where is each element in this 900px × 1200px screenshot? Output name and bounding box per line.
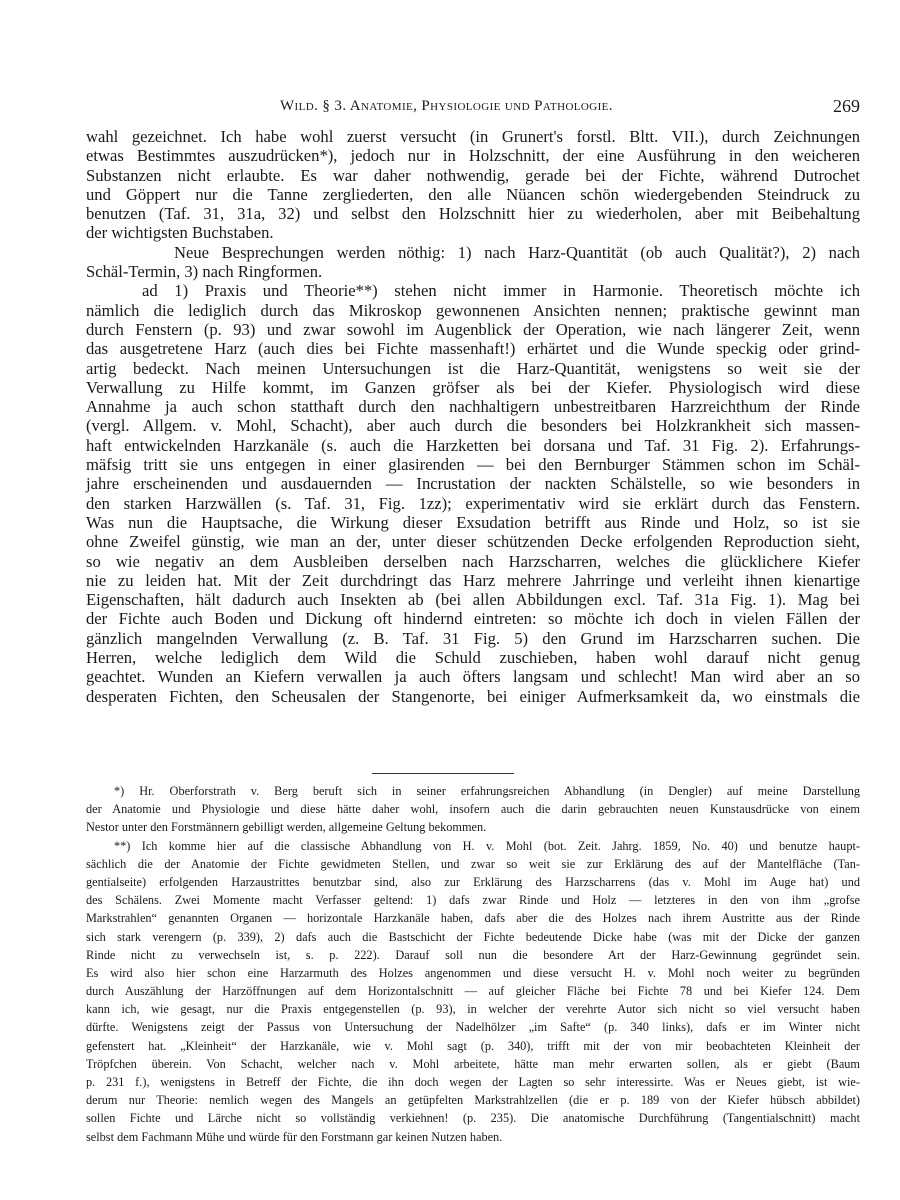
main-text: [86, 127, 860, 706]
text-line: etwas Bestimmtes auszudrücken*), jedoch nur in Holzschnitt, der eine Ausführung in den weicheren: [86, 146, 860, 166]
page-header: [84, 96, 860, 120]
footnote-line: Es wird also hier schon eine Harzarmuth des Holzes angenommen und diese versucht H. v. Mohl noch weiter zu begründen: [86, 965, 860, 980]
footnote-line: sich stark verengern (p. 339), 2) dafs auch die Bastschicht der Fichte bedeutende Dicke habe (was mit der Dicke der ganzen: [86, 929, 860, 944]
footnote-line: gefenstert hat. „Kleinheit“ der Harzkanäle, wie v. Mohl sagt (p. 340), trifft mit der von mir beobachteten Kleinheit der: [86, 1038, 860, 1053]
footnote-line: Nestor unter den Forstmännern gebilligt werden, allgemeine Geltung bekommen.: [86, 820, 487, 835]
footnote-line: der Anatomie und Physiologie und diese hätte daher wohl, insofern auch die darin gebrauchten neuen Kunstausdrücke von einem: [86, 802, 860, 817]
text-line: Substanzen nicht erlaubte. Es war daher nothwendig, gerade bei der Fichte, während Dutrochet: [86, 165, 860, 185]
running-head: Wild. § 3. Anatomie, Physiologie und Pathologie.: [280, 98, 613, 114]
text-line: und Göppert nur die Tanne zergliederten, den alle Nüancen schön wiedergebenden Steindruck zu: [86, 184, 860, 204]
text-line: der Fichte auch Boden und Dickung oft hindernd eintreten: so möchte ich doch in vielen Fällen der: [86, 609, 860, 629]
footnote-line: p. 231 f.), wenigstens in Betreff der Fichte, die ihn doch wegen der Lagten so sehr interessirte. Was er Neues giebt, ist wie-: [86, 1075, 860, 1089]
footnotes: [86, 782, 860, 1146]
text-line: der wichtigsten Buchstaben.: [86, 223, 274, 243]
text-line: Annahme ja auch schon statthaft durch den nachhaltigern unbestreitbaren Harzreichthum der Rinde: [86, 397, 860, 417]
text-line: haft entwickelnden Harzkanäle (s. auch die Harzketten bei dorsana und Taf. 31 Fig. 2). Erfahrungs-: [86, 435, 860, 455]
text-line: geachtet. Wunden an Kiefern verwallen ja auch öfters langsam und schlecht! Man wird aber an so: [86, 667, 860, 687]
text-line: so wie negativ an dem Ausbleiben derselben nach Harzscharren, welches die glücklichere Kiefer: [86, 551, 860, 571]
text-line: Was nun die Hauptsache, die Wirkung dieser Exsudation betrifft aus Rinde und Holz, so ist sie: [86, 512, 860, 532]
text-line: Eigenschaften, hält dadurch auch Insekten ab (bei allen Abbildungen excl. Taf. 31a Fig. 1). Mag bei: [86, 590, 860, 610]
page-number: 269: [833, 96, 860, 116]
text-line: Verwallung zu Hilfe kommt, im Ganzen gröfser als bei der Kiefer. Physiologisch wird diese: [86, 377, 860, 397]
footnote-line: dürfte. Wenigstens zeigt der Passus von Untersuchung der Nadelhölzer „im Safte“ (p. 340 links), dafs er im Winter nicht: [86, 1020, 860, 1035]
text-line: nie zu leiden hat. Mit der Zeit durchdringt das Harz mehrere Jahrringe und verleiht ihnen kienartige: [86, 570, 860, 590]
footnote-divider: [372, 773, 514, 774]
footnote-line: durch Auszählung der Harzöffnungen auf dem Horizontalschnitt — auf gleicher Fläche bei Fichte 78 und bei Kiefer 124. Dem: [86, 984, 860, 999]
footnote-line: des Schälens. Zwei Momente macht Verfasser geltend: 1) dafs zwar Rinde und Holz — letzteres in den von ihm „grofse: [86, 893, 860, 908]
footnote-line: selbst dem Fachmann Mühe und würde für den Forstmann gar keinen Nutzen haben.: [86, 1129, 503, 1144]
footnote-line: **) Ich komme hier auf die classische Abhandlung von H. v. Mohl (bot. Zeit. Jahrg. 1859, No. 40) und benutze haupt-: [114, 838, 860, 853]
text-line: wahl gezeichnet. Ich habe wohl zuerst versucht (in Grunert's forstl. Bltt. VII.), durch Zeichnungen: [86, 127, 860, 146]
footnote-line: *) Hr. Oberforstrath v. Berg beruft sich in seiner erfahrungsreichen Abhandlung (in Dengler) auf meine Darstellung: [114, 784, 860, 798]
footnote-line: derum nur Theorie: nemlich wegen des Mangels an getüpfelten Markstrahlzellen (die er p. 189 von der Kiefer hübsch abbildet): [86, 1093, 860, 1108]
footnote-line: sollen Fichte und Lärche nicht so vollständig verkiehnen! (p. 235). Die anatomische Durchführung (Tangentialschnitt) macht: [86, 1111, 860, 1126]
text-line: Neue Besprechungen werden nöthig: 1) nach Harz-Quantität (ob auch Qualität?), 2) nach: [174, 242, 860, 262]
text-line: Herren, welche lediglich dem Wild die Schuld zuschieben, haben wohl darauf nicht genug: [86, 648, 860, 668]
text-line: Schäl-Termin, 3) nach Ringformen.: [86, 262, 323, 282]
text-line: ohne Zweifel günstig, wie man an der, unter dieser schützenden Decke erfolgenden Reproduction sieht,: [86, 532, 860, 552]
footnote-line: gentialseite) erfolgenden Harzaustrittes benutzbar sind, also zur Erklärung des Harzscharrens (das v. Mohl im Auge hat) und: [86, 874, 860, 889]
footnote-line: sächlich die der Anatomie der Fichte gewidmeten Stellen, und zwar so weit sie zur Erklärung des auf der Mantelfläche (Tan-: [86, 856, 860, 871]
text-line: artig bedeckt. Nach meinen Untersuchungen ist die Harz-Quantität, wenigstens so weit sie der: [86, 358, 860, 378]
text-line: mäfsig tritt sie uns entgegen in einer glasirenden — bei den Bernburger Stämmen schon im Schäl-: [86, 455, 860, 475]
text-line: nämlich die lediglich durch das Mikroskop gewonnenen Ansichten nennen; praktische gewinnt man: [86, 300, 860, 320]
text-line: ad 1) Praxis und Theorie**) stehen nicht immer in Harmonie. Theoretisch möchte ich: [142, 281, 860, 301]
text-line: den starken Harzwällen (s. Taf. 31, Fig. 1zz); experimentativ wird sie erklärt durch das Fenstern.: [86, 493, 860, 513]
footnote-line: Markstrahlen“ genannten Organen — horizontale Harzkanäle haben, dafs aber die des Holzes nach ihrem Austritte aus der Rinde: [86, 911, 860, 926]
text-line: gänzlich mangelnden Verwallung (z. B. Taf. 31 Fig. 5) den Grund im Harzscharren suchen. Die: [86, 628, 860, 648]
text-line: jahre erscheinenden und ausdauernden — Incrustation der nackten Schälstelle, so wie besonders in: [86, 474, 860, 494]
footnote-line: kann ich, wie gesagt, nur die Praxis entgegenstellen (p. 93), in welcher der verehrte Autor sich nicht so viel versucht haben: [86, 1002, 860, 1017]
footnote-line: Rinde nicht zu verwechseln ist, s. p. 222). Darauf soll nun die besondere Art der Harz-Gewinnung gegründet sein.: [86, 947, 860, 962]
text-line: benutzen (Taf. 31, 31a, 32) und selbst den Holzschnitt hier zu wiederholen, aber mit Beibehaltung: [86, 204, 860, 224]
text-line: durch Fenstern (p. 93) und zwar sowohl im Augenblick der Operation, wie nach längerer Zeit, wenn: [86, 319, 860, 339]
text-line: desperaten Fichten, den Scheusalen der Stangenorte, bei einiger Aufmerksamkeit da, wo einstmals die: [86, 686, 860, 706]
text-line: das ausgetretene Harz (auch dies bei Fichte massenhaft!) erhärtet und die Wunde speckig oder grind-: [86, 339, 860, 359]
footnote-line: Tröpfchen überein. Von Schacht, welcher nach v. Mohl arbeitete, hätte man mehr erwarten sollen, als er giebt (Baum: [86, 1056, 860, 1071]
text-line: (vergl. Allgem. v. Mohl, Schacht), aber auch durch die besonders bei Holzkrankheit sich massen-: [86, 416, 860, 436]
